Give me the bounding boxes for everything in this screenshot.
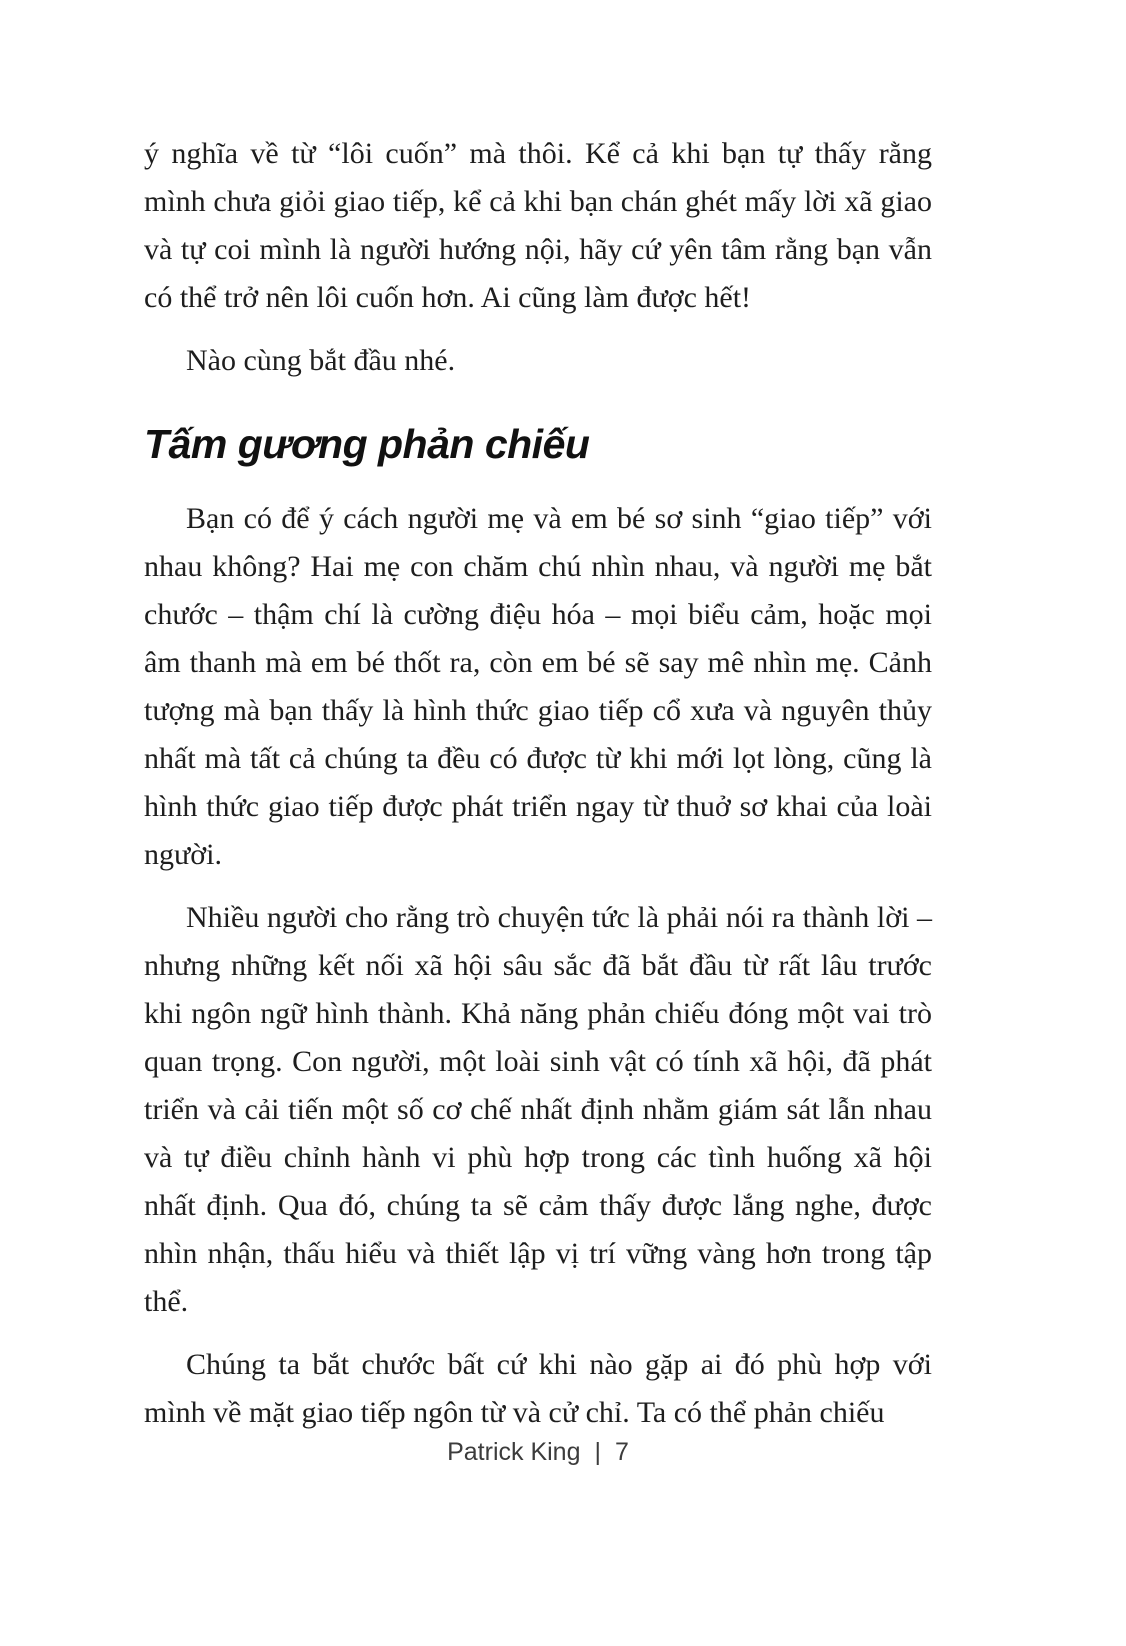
footer-page-number: 7: [614, 1438, 629, 1466]
section-heading: Tấm gương phản chiếu: [144, 421, 590, 467]
page-content: [144, 130, 932, 1452]
paragraph: Bạn có để ý cách người mẹ và em bé sơ sinh “giao tiếp” với nhau không? Hai mẹ con chăm chú nhìn nhau, và người mẹ bắt chước – thậm chí là cường điệu hóa – mọi biểu cảm, hoặc mọi âm thanh mà em bé thốt ra, còn em bé sẽ say mê nhìn mẹ. Cảnh tượng mà bạn thấy là hình thức giao tiếp cổ xưa và nguyên thủy nhất mà tất cả chúng ta đều có được từ khi mới lọt lòng, cũng là hình thức giao tiếp được phát triển ngay từ thuở sơ khai của loài người.: [144, 502, 932, 871]
footer-separator: |: [594, 1438, 601, 1466]
footer-author-name: Patrick King: [447, 1438, 581, 1466]
page-footer: [144, 1438, 932, 1467]
paragraph: Chúng ta bắt chước bất cứ khi nào gặp ai đó phù hợp với mình về mặt giao tiếp ngôn từ và cử chỉ. Ta có thể phản chiếu: [144, 1348, 932, 1429]
paragraph: Nhiều người cho rằng trò chuyện tức là phải nói ra thành lời – nhưng những kết nối xã hội sâu sắc đã bắt đầu từ rất lâu trước khi ngôn ngữ hình thành. Khả năng phản chiếu đóng một vai trò quan trọng. Con người, một loài sinh vật có tính xã hội, đã phát triển và cải tiến một số cơ chế nhất định nhằm giám sát lẫn nhau và tự điều chỉnh hành vi phù hợp trong các tình huống xã hội nhất định. Qua đó, chúng ta sẽ cảm thấy được lắng nghe, được nhìn nhận, thấu hiểu và thiết lập vị trí vững vàng hơn trong tập thể.: [144, 901, 932, 1318]
paragraph-continuation: ý nghĩa về từ “lôi cuốn” mà thôi. Kể cả khi bạn tự thấy rằng mình chưa giỏi giao tiếp, kể cả khi bạn chán ghét mấy lời xã giao và tự coi mình là người hướng nội, hãy cứ yên tâm rằng bạn vẫn có thể trở nên lôi cuốn hơn. Ai cũng làm được hết!: [144, 137, 932, 314]
paragraph: Nào cùng bắt đầu nhé.: [186, 344, 456, 377]
